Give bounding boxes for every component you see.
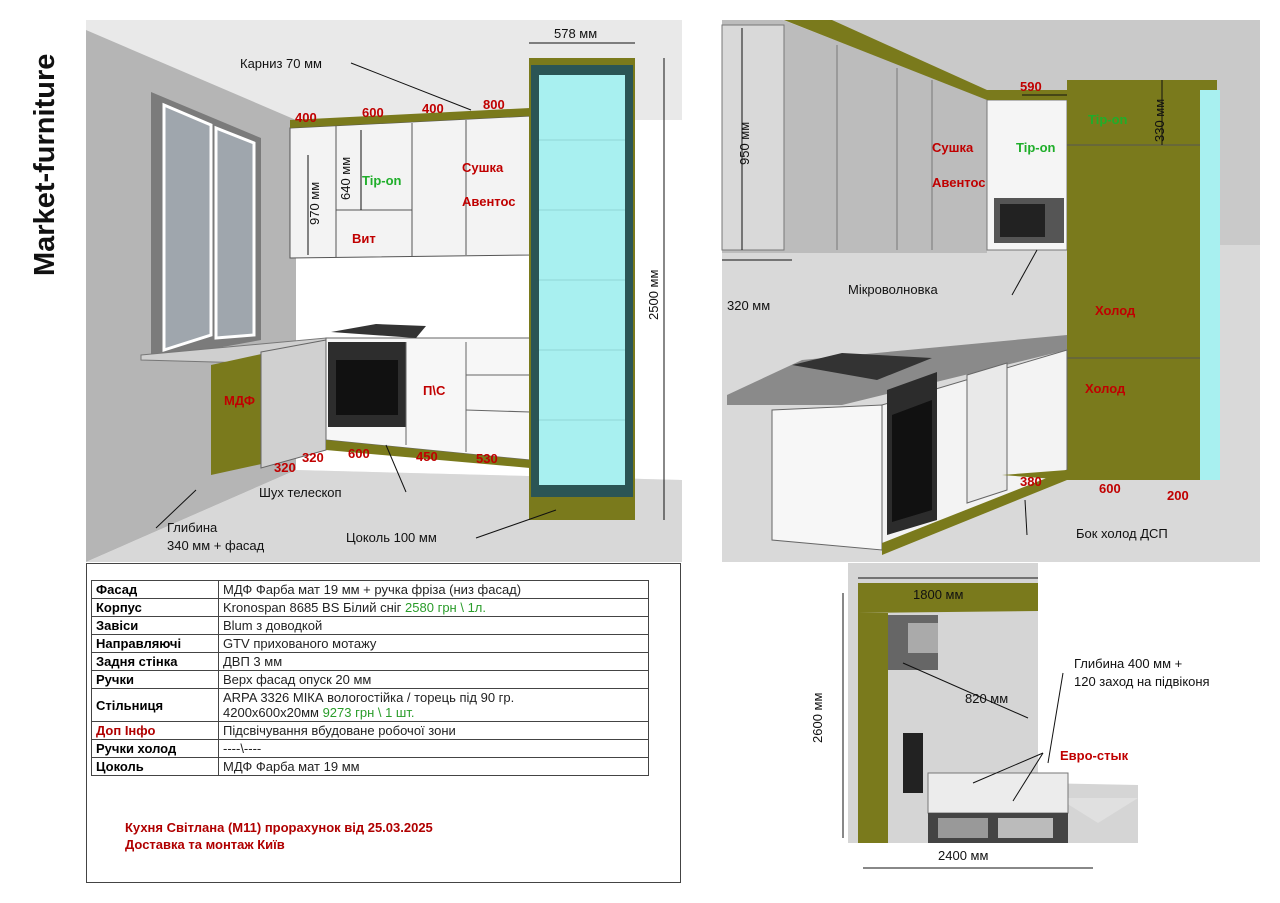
spec-row [92,653,649,671]
base-600: 600 [1099,481,1121,496]
sushka-label: Сушка [932,140,974,155]
spec-value [219,635,649,653]
spec-value [219,671,649,689]
tsokol-label: Цоколь 100 мм [346,530,437,545]
base-530: 530 [476,451,498,466]
height-970: 970 мм [307,181,322,225]
width-590: 590 [1020,79,1042,94]
spec-key: Задня стінка [92,653,219,671]
width-400a: 400 [295,110,317,125]
spec-row [92,617,649,635]
width-800: 800 [483,97,505,112]
spec-value-text: ARPA 3326 МІКА вологостійка / торець під 90 гр. [223,690,515,705]
spec-row [92,758,649,776]
spec-value-text-2: 4200х600х20мм [223,705,323,720]
spec-value [219,722,649,740]
spec-key: Корпус [92,599,219,617]
euro-label: Евро-стык [1060,748,1129,763]
spec-row [92,722,649,740]
spec-value-text: Kronospan 8685 BS Білий сніг [223,600,406,615]
spec-value [219,581,649,599]
spec-row [92,635,649,653]
spec-value [219,740,649,758]
spec-row [92,581,649,599]
width-1800: 1800 мм [913,587,964,602]
spec-value-text: МДФ Фарба мат 19 мм [223,759,360,774]
spec-row [92,671,649,689]
spec-key: Цоколь [92,758,219,776]
depth-120-label: 120 заход на підвіконя [1074,674,1210,689]
spec-key: Завіси [92,617,219,635]
base-600: 600 [348,446,370,461]
brand-text: Market-furniture [29,53,61,276]
spec-value-text: ----\---- [223,741,262,756]
karniz-label: Карниз 70 мм [240,56,322,71]
kholod-upper-label: Холод [1095,303,1136,318]
spec-value-text: Підсвічування вбудоване робочої зони [223,723,456,738]
spec-value-text: МДФ Фарба мат 19 мм + ручка фріза (низ фасад) [223,582,522,597]
tipon-label: Tip-on [362,173,402,188]
right-kitchen-view [722,20,1260,562]
depth-320: 320 мм [727,298,771,313]
height-2600: 2600 мм [810,692,825,743]
spec-key: Ручки холод [92,740,219,758]
base-320a: 320 [274,460,296,475]
aventos-label: Авентос [932,175,986,190]
spec-key: Направляючі [92,635,219,653]
spec-row [92,740,649,758]
spec-value-text: Blum з доводкой [223,618,323,633]
spec-value-text: Верх фасад опуск 20 мм [223,672,372,687]
tipon-upper-label: Tip-on [1088,112,1128,127]
spec-value-text: ДВП 3 мм [223,654,283,669]
height-640: 640 мм [338,156,353,200]
mdf-label: МДФ [224,393,256,408]
kholod-lower-label: Холод [1085,381,1126,396]
base-450: 450 [416,449,438,464]
depth-label-2: 340 мм + фасад [167,538,265,553]
spec-value-text: GTV прихованого мотажу [223,636,377,651]
spec-price: 9273 грн \ 1 шт. [322,705,415,720]
base-380: 380 [1020,474,1042,489]
spec-value [219,599,649,617]
footer-line-1: Кухня Світлана (М11) прорахунок від 25.03.2025 [125,820,433,835]
sushka-label: Сушка [462,160,504,175]
left-kitchen-view [86,20,682,562]
width-400b: 400 [422,101,444,116]
depth-820: 820 мм [965,691,1009,706]
brand-logo [22,40,62,280]
microwave-label: Мікроволновка [848,282,938,297]
width-2400: 2400 мм [938,848,989,863]
depth-label-1: Глибина [167,520,218,535]
height-2500: 2500 мм [646,269,661,320]
spec-price: 2580 грн \ 1л. [405,600,486,615]
plan-view [810,563,1260,881]
depth-400-label: Глибина 400 мм + [1074,656,1183,671]
spec-key: Фасад [92,581,219,599]
spec-key: Ручки [92,671,219,689]
footer-line-2: Доставка та монтаж Київ [125,837,285,852]
spec-value [219,617,649,635]
height-950: 950 мм [737,121,752,165]
shukh-label: Шух телескоп [259,485,342,500]
spec-table [91,580,649,776]
vit-label: Вит [352,231,376,246]
spec-key: Стільниця [92,689,219,722]
spec-value [219,758,649,776]
base-200: 200 [1167,488,1189,503]
width-600: 600 [362,105,384,120]
spec-key: Доп Інфо [92,722,219,740]
spec-value [219,689,649,722]
spec-row [92,599,649,617]
aventos-label: Авентос [462,194,516,209]
base-320b: 320 [302,450,324,465]
height-330: 330 мм [1152,98,1167,142]
spec-value [219,653,649,671]
tipon-label: Tip-on [1016,140,1056,155]
dim-578: 578 мм [554,26,598,41]
pms-label: П\С [423,383,446,398]
bok-label: Бок холод ДСП [1076,526,1168,541]
spec-panel [86,563,681,883]
spec-row [92,689,649,722]
